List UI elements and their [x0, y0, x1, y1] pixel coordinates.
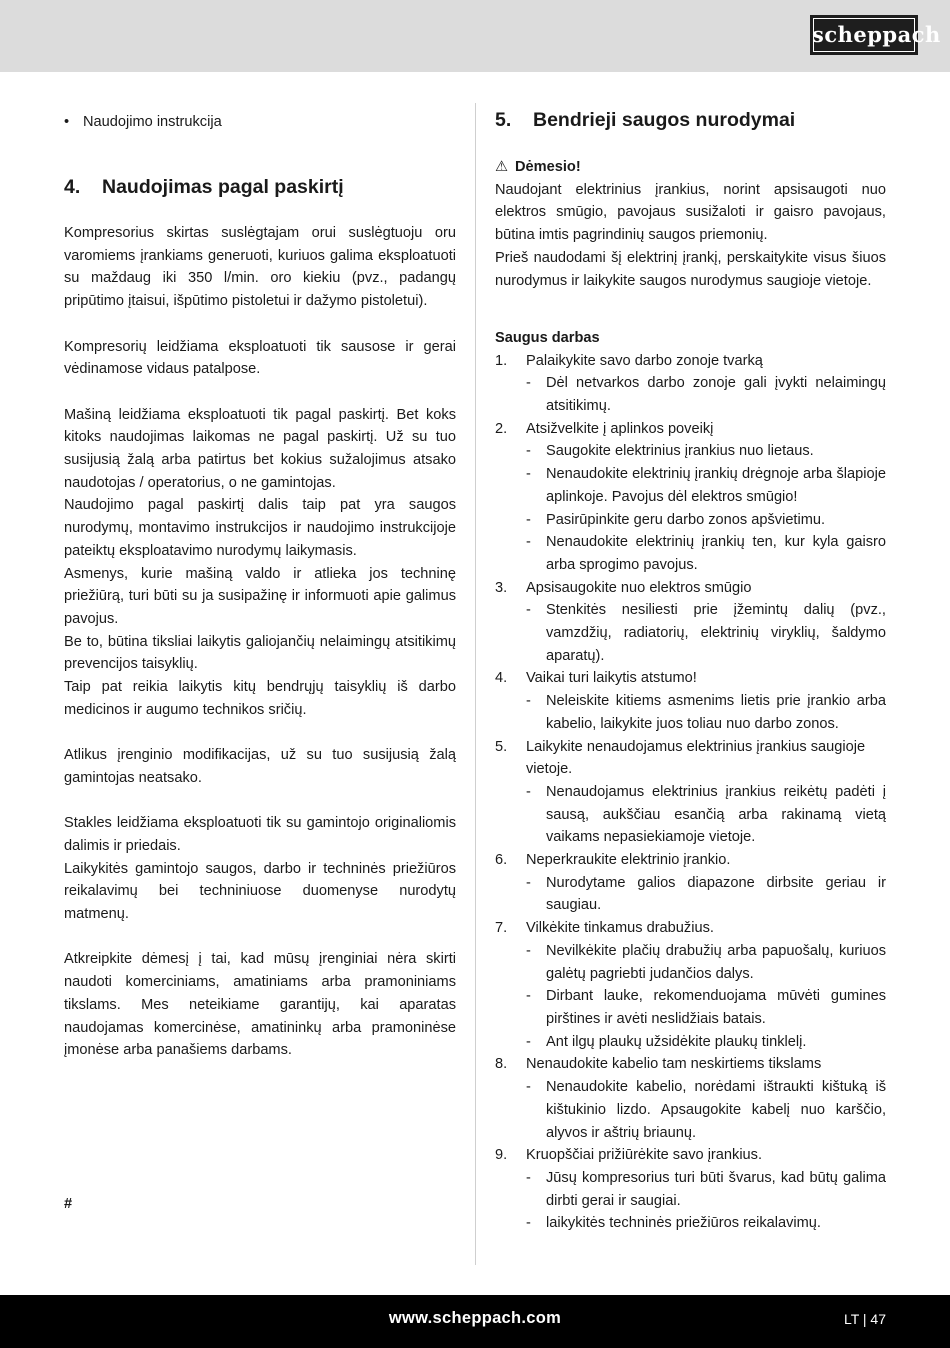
body-paragraph: Laikykitės gamintojo saugos, darbo ir techninės priežiūros reikalavimų bei techniniuose duomenyse nurodytų matmenų. [64, 860, 456, 923]
safety-subitem [526, 372, 886, 417]
safety-subitem-text: Ant ilgų plaukų užsidėkite plaukų tinklelį. [546, 1033, 807, 1050]
footer-url[interactable]: www.scheppach.com [388, 1309, 562, 1327]
dash-bullet-icon: - [526, 874, 531, 891]
warning-triangle-icon: ⚠ [495, 159, 509, 175]
safety-item [495, 350, 886, 418]
safety-item-number: 8. [495, 1056, 508, 1073]
warning-label: Dėmesio! [515, 159, 581, 175]
safety-subitem [526, 1076, 886, 1144]
safety-subitems [526, 781, 886, 849]
safety-subitem [526, 531, 886, 576]
safety-subitem [526, 690, 886, 735]
safety-subitem [526, 599, 886, 667]
section-4-title: Naudojimas pagal paskirtį [102, 176, 344, 198]
toc-bullet-item [64, 111, 222, 134]
safety-subitems [526, 1076, 886, 1144]
safety-item-title: Vilkėkite tinkamus drabužius. [526, 920, 714, 937]
safety-subitem-text: Dirbant lauke, rekomenduojama mūvėti gumines pirštines ir avėti neslidžiais batais. [546, 988, 886, 1027]
dash-bullet-icon: - [526, 511, 531, 528]
section-4-number: 4. [64, 176, 81, 198]
safety-item [495, 577, 886, 668]
dash-bullet-icon: - [526, 375, 531, 392]
safety-subitem-text: Nenaudokite elektrinių įrankių drėgnoje arba šlapioje aplinkoje. Pavojus dėl elektros smūgio! [546, 466, 886, 505]
safety-item [495, 1144, 886, 1235]
dash-bullet-icon: - [526, 693, 531, 710]
page-number: LT | 47 [843, 1311, 886, 1327]
safety-subitem-text: Nenaudokite elektrinių įrankių ten, kur kyla gaisro arba sprogimo pavojus. [546, 534, 886, 573]
safety-item [495, 849, 886, 917]
safety-item-number: 6. [495, 852, 508, 869]
safety-subitem [526, 1167, 886, 1212]
safety-subitem-text: Saugokite elektrinius įrankius nuo lietaus. [546, 443, 814, 460]
left-column [64, 174, 456, 1062]
intro-paragraph: Prieš naudodami šį elektrinį įrankį, perskaitykite visus šiuos nurodymus ir laikykite saugos nurodymus saugioje vietoje. [495, 249, 886, 289]
safety-item-title: Vaikai turi laikytis atstumo! [526, 670, 697, 687]
dash-bullet-icon: - [526, 988, 531, 1005]
safety-item-number: 2. [495, 420, 508, 437]
safety-subitem [526, 985, 886, 1030]
section-5-title: Bendrieji saugos nurodymai [533, 109, 796, 131]
safety-subitems [526, 940, 886, 1054]
safety-subitem-text: Jūsų kompresorius turi būti švarus, kad būtų galima dirbti gerai ir saugiai. [546, 1169, 886, 1209]
dash-bullet-icon: - [526, 534, 531, 551]
body-paragraph: Kompresorius skirtas suslėgtajam orui suslėgtuoju oru varomiems įrankiams generuoti, kuriuos galima eksploatuoti su maždaug iki 350 l/min. oro kiekiu (pvz., padangų pripūtimo įtaisui, išpūtimo pistoletui ir dažymo pistoletui). [64, 225, 456, 310]
body-paragraph: Taip pat reikia laikytis kitų bendrųjų taisyklių iš darbo medicinos ir augumo technikos sričių. [64, 679, 456, 718]
safety-item-title: Kruopščiai prižiūrėkite savo įrankius. [526, 1147, 763, 1164]
dash-bullet-icon: - [526, 443, 531, 460]
safe-work-subheading: Saugus darbas [495, 329, 600, 346]
bullet-dot-icon: • [64, 114, 70, 130]
dash-bullet-icon: - [526, 783, 531, 800]
safety-item [495, 917, 886, 1053]
safety-item-title: Neperkraukite elektrinio įrankio. [526, 852, 731, 869]
footer-bar [0, 1295, 950, 1348]
safety-item [495, 1053, 886, 1144]
safety-subitem-text: Neleiskite kitiems asmenims lietis prie įrankio arba kabelio, laikykite juos toliau nuo darbo zonos. [546, 693, 886, 732]
safety-subitem-text: Nurodytame galios diapazone dirbsite geriau ir saugiau. [546, 874, 886, 914]
body-paragraph: Asmenys, kurie mašiną valdo ir atlieka jos techninę priežiūrą, turi būti su ja susipažinę ir informuoti apie galimus pavojus. [64, 565, 456, 627]
safety-subitem [526, 781, 886, 849]
body-paragraph: Be to, būtina tiksliai laikytis galiojančių nelaimingų atsitikimų prevencijos taisyklių. [64, 633, 456, 673]
scheppach-logo: scheppach [810, 15, 918, 55]
safety-subitem-text: Pasirūpinkite geru darbo zonos apšvietimu. [546, 511, 826, 528]
safety-subitem [526, 1212, 886, 1235]
safety-item-number: 1. [495, 352, 508, 369]
safety-item-title: Atsižvelkite į aplinkos poveikį [526, 420, 714, 437]
dash-bullet-icon: - [526, 1169, 531, 1186]
body-paragraph: Atlikus įrenginio modifikacijas, už su tuo susijusią žalą gamintojas neatsako. [64, 747, 456, 786]
dash-bullet-icon: - [526, 1215, 531, 1232]
safety-item [495, 667, 886, 735]
safety-subitems [526, 1167, 886, 1235]
hash-mark: # [64, 1196, 73, 1212]
header-bar [0, 0, 950, 72]
warning-heading [495, 156, 886, 179]
body-paragraph: Naudojimo pagal paskirtį dalis taip pat yra saugos nurodymų, montavimo instrukcijos ir naudojimo instrukcijoje pateiktų eksploatavimo nurodymų laikymasis. [64, 497, 456, 559]
safety-item [495, 736, 886, 850]
safety-subitem [526, 940, 886, 985]
safety-item-title: Palaikykite savo darbo zonoje tvarką [526, 352, 763, 369]
safety-subitems [526, 440, 886, 576]
intro-paragraph: Naudojant elektrinius įrankius, norint apsisaugoti nuo elektros smūgio, pavojaus susižaloti ir gaisro pavojaus, būtina imtis pagrindinių saugos priemonių. [495, 181, 886, 244]
safety-item-number: 9. [495, 1147, 508, 1164]
safety-subitem-text: Stenkitės nesiliesti prie įžemintų dalių (pvz., vamzdžių, radiatorių, elektrinių viryklių, šaldymo aparatų). [546, 602, 886, 664]
bullet-item-text: Naudojimo instrukcija [83, 114, 222, 130]
warning-block [495, 156, 886, 292]
safety-item-title: Apsisaugokite nuo elektros smūgio [526, 579, 752, 596]
safety-subitem [526, 440, 886, 463]
section-5-number: 5. [495, 109, 512, 131]
safety-subitems [526, 372, 886, 417]
safety-subitem-text: Nevilkėkite plačių drabužių arba papuošalų, kuriuos galėtų pagriebti judančios dalys. [546, 942, 886, 982]
section-5-heading [495, 107, 886, 133]
safety-item-number: 7. [495, 920, 508, 937]
body-paragraph: Atkreipkite dėmesį į tai, kad mūsų įrenginiai nėra skirti naudoti komerciniams, amatiniams arba pramoniniams tikslams. Mes neteikiame garantijų, kai aparatas naudojamas komercinėse, amatininkų arba pramoninėse įmonėse arba panašiems darbams. [64, 951, 456, 1059]
dash-bullet-icon: - [526, 1079, 531, 1096]
safety-subitem [526, 1031, 886, 1054]
safety-subitem-text: Nenaudojamus elektrinius įrankius reikėtų padėti į sausą, aukščiau esančią arba rakinamą vietą vaikams nepasiekiamoje vietoje. [546, 783, 886, 846]
body-paragraph: Mašiną leidžiama eksploatuoti tik pagal paskirtį. Bet koks kitoks naudojimas laikomas ne pagal paskirtį. Už su tuo susijusią žalą arba patirtus bet kokius sužalojimus atsako naudotojas / operatorius, o ne gamintojas. [64, 406, 456, 491]
dash-bullet-icon: - [526, 466, 531, 483]
safety-items-list [495, 350, 886, 1235]
safety-item-number: 3. [495, 579, 508, 596]
dash-bullet-icon: - [526, 602, 531, 619]
body-paragraph: Kompresorių leidžiama eksploatuoti tik sausose ir gerai vėdinamose vidaus patalpose. [64, 338, 456, 378]
left-paragraphs [64, 222, 456, 1062]
safety-subitems [526, 690, 886, 735]
safety-item-number: 4. [495, 670, 508, 687]
safety-subitem [526, 509, 886, 532]
safety-item-number: 5. [495, 738, 508, 755]
safety-subitem-text: Nenaudokite kabelio, norėdami ištraukti kištuką iš kištukinio lizdo. Apsaugokite kabelį nuo karščio, alyvos ir aštrių briaunų. [546, 1079, 886, 1141]
column-divider [475, 103, 476, 1265]
safety-subitems [526, 872, 886, 917]
section-4-heading [64, 174, 456, 200]
safety-subitem [526, 463, 886, 508]
safety-subitem [526, 872, 886, 917]
safety-subitems [526, 599, 886, 667]
dash-bullet-icon: - [526, 942, 531, 959]
safety-subitem-text: laikykitės techninės priežiūros reikalavimų. [546, 1215, 821, 1232]
safety-item [495, 418, 886, 577]
safety-item-title: Nenaudokite kabelio tam neskirtiems tikslams [526, 1056, 822, 1073]
body-paragraph: Stakles leidžiama eksploatuoti tik su gamintojo originaliomis dalimis ir priedais. [64, 815, 456, 854]
right-column [495, 107, 886, 1235]
safety-subitem-text: Dėl netvarkos darbo zonoje gali įvykti nelaimingų atsitikimų. [546, 375, 886, 415]
safety-item-title: Laikykite nenaudojamus elektrinius įrankius saugioje vietoje. [526, 738, 866, 778]
dash-bullet-icon: - [526, 1033, 531, 1050]
